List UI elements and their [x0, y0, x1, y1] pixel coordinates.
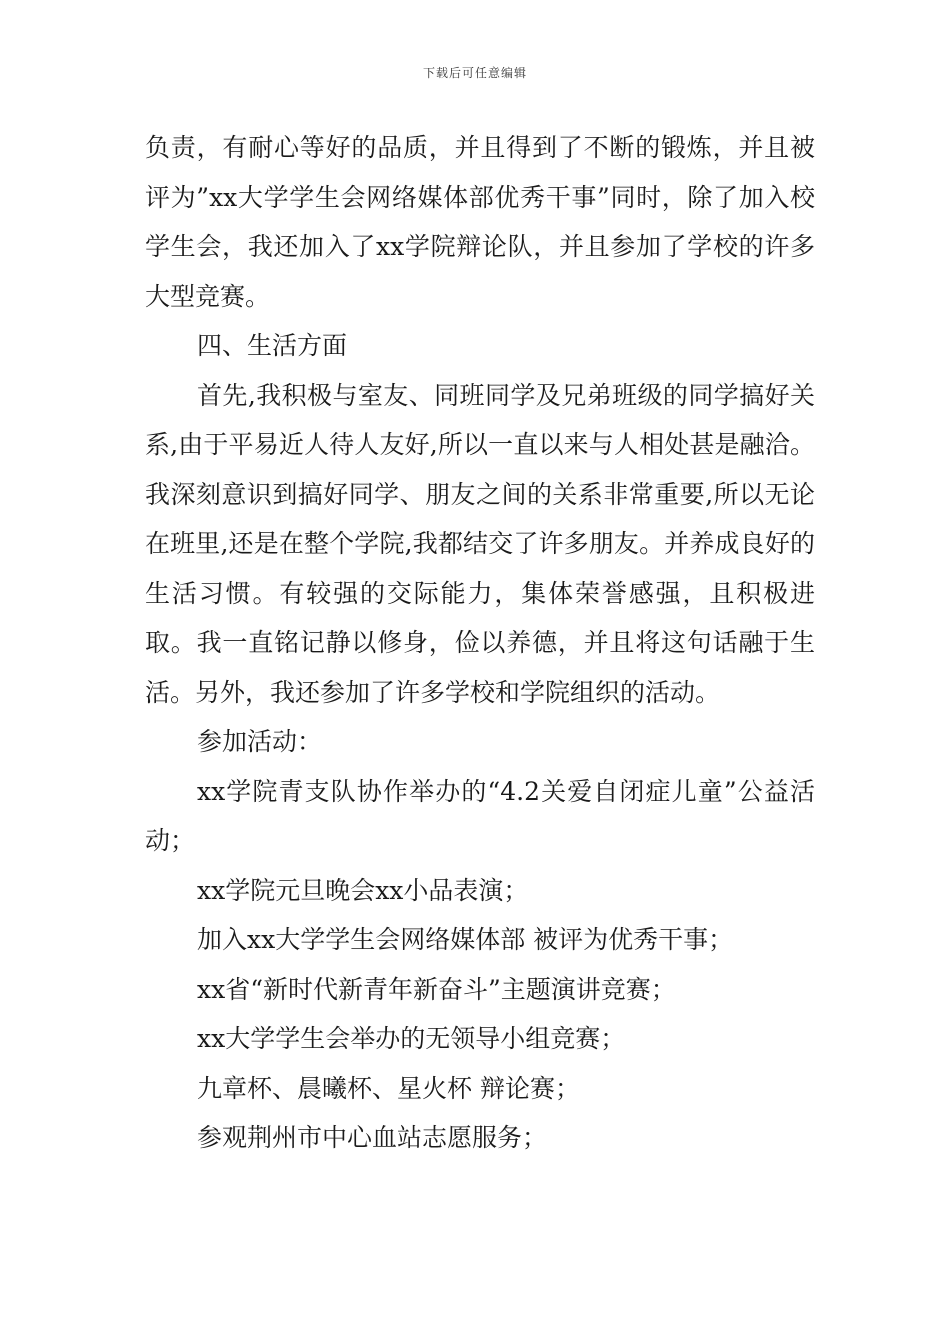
- activity-item: xx学院元旦晚会xx小品表演；: [197, 875, 529, 905]
- document-body: [145, 123, 815, 1163]
- paragraph-life: 首先,我积极与室友、同班同学及兄弟班级的同学搞好关系,由于平易近人待人友好,所以一直以来与人相处甚是融洽。我深刻意识到搞好同学、朋友之间的关系非常重要,所以无论在班里,还是在整个学院,我都结交了许多朋友。并养成良好的生活习惯。有较强的交际能力，集体荣誉感强，且积极进取。我一直铭记静以修身，俭以养德，并且将这句话融于生活。另外，我还参加了许多学校和学院组织的活动。: [145, 380, 815, 707]
- activity-item: xx大学学生会举办的无领导小组竞赛；: [197, 1024, 626, 1053]
- activities-heading: 参加活动：: [197, 727, 323, 756]
- activity-item: xx学院青支队协作举办的“4.2关爱自闭症儿童”公益活动；: [145, 776, 815, 855]
- activity-item: 加入xx大学学生会网络媒体部 被评为优秀干事；: [197, 925, 734, 954]
- page-header: 下载后可任意编辑: [422, 66, 527, 80]
- paragraph-continuation: 负责，有耐心等好的品质，并且得到了不断的锻炼，并且被评为”xx大学学生会网络媒体部优秀干事”同时，除了加入校学生会，我还加入了xx学院辩论队，并且参加了学校的许多大型竞赛。: [145, 133, 815, 311]
- activity-item: xx省“新时代新青年新奋斗”主题演讲竞赛；: [197, 974, 676, 1004]
- section-heading-life: 四、生活方面: [197, 331, 348, 360]
- activity-item: 参观荆州市中心血站志愿服务；: [197, 1123, 548, 1152]
- activity-item: 九章杯、晨曦杯、星火杯 辩论赛；: [197, 1073, 580, 1103]
